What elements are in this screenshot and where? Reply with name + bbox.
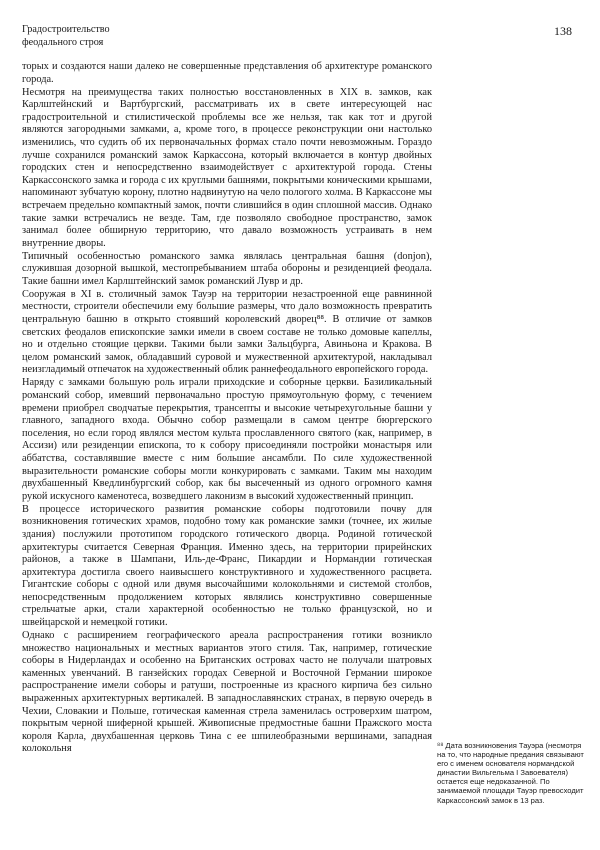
- paragraph: Несмотря на преимущества таких полностью восстановленных в XIX в. замков, как Карлштейнский и Вартбургский, рассматривать их в свете интересующей нас градостроительной и стилистической проблемы все же нельзя, так как тот и другой являются загородными замками, а, кроме того, в процессе реконструкции они настолько изменились, что судить об их первоначальных формах стало почти невозможным. Гораздо лучше сохранился романский замок Каркассона, который включается в контур двойных городских стен и непосредственно взаимодействует с архитектурой города. Стены Каркассонского замка и города с их круглыми башнями, покрытыми коническими крышами, напоминают зубчатую корону, плотно надвинутую на чело пологого холма. В Каркассоне мы встречаем предельно компактный замок, почти слившийся в один сплошной массив. Однако такие замки встречались не везде. Там, где позволяло свободное пространство, замок занимал более обширную территорию, что давало возможность устраивать в нем внутренние дворы.: [22, 86, 432, 249]
- header-title-line2: феодального строя: [22, 37, 104, 48]
- paragraph: В процессе исторического развития романские соборы подготовили почву для возникновения готических храмов, подобно тому как романские замки (точнее, их жилые здания) послужили прототипом городского готического дворца. Родиной готической архитектуры считается Северная Франция. Именно здесь, на территории прирейнских районов, а также в Шампани, Иль-де-Франс, Пикардии и Нормандии готическая архитектура достигла своего наивысшего конструктивного и художественного расцвета. Гигантские соборы с одной или двумя высочайшими колокольнями и системой столбов, непосредственным продолжением которых являлись конструктивно совершенные стрельчатые арки, стали характерной особенностью не только французской, но и швейцарской и немецкой готики.: [22, 503, 432, 629]
- page-number: 138: [554, 24, 572, 38]
- footnote-text: Дата возникновения Тауэра (несмотря на то, что народные предания связывают его с именем основателя нормандской династии Вильгельма I Завоевателя) остается еще недоказанной. По занимаемой площади Тауэр превосходит Каркассонский замок в 13 раз.: [437, 741, 584, 805]
- footnote-marker: ⁸⁸: [437, 741, 444, 750]
- header-title-line1: Градостроительство: [22, 24, 110, 35]
- paragraph: Наряду с замками большую роль играли приходские и соборные церкви. Базиликальный романский собор, имевший первоначально простую прямоугольную форму, с течением времени приобрел сводчатые перекрытия, трансепты и высокие четырехугольные башни у главного, западного входа. Обычно собор размещали в самом центре бюргерского поселения, но если город являлся местом культа прославленного святого (как, например, в Ассизи) или резиденции епископа, то к собору присоединяли постройки монастыря или аббатства, составлявшие вместе с ним большие ансамбли. По силе художественной выразительности романские соборы могли конкурировать с замками. Таким мы находим двухбашенный Кведлинбургский собор, как бы высеченный из одного огромного камня рукой искусного каменотеса, возведшего лаконизм в высокий художественный принцип.: [22, 377, 432, 502]
- main-text-column: [22, 61, 432, 756]
- paragraph: Сооружая в XI в. столичный замок Тауэр на территории незастроенной еще равнинной местности, строители обеспечили ему большие размеры, что дало возможность превратить центральную башню в открыто стоявший королевский дворец⁸⁸. В отличие от замков светских феодалов епископские замки имели в своем составе не только домовые капеллы, но и отдельно стоящие церкви. Такими были замки Зальцбурга, Авиньона и Кракова. В целом романский замок, обладавший суровой и мужественной архитектурой, накладывал неизгладимый отпечаток на художественный облик раннефеодального европейского города.: [22, 288, 432, 376]
- running-header: [22, 23, 110, 49]
- paragraph: торых и создаются наши далеко не совершенные представления об архитектуре романского города.: [22, 61, 432, 85]
- paragraph: Однако с расширением географического ареала распространения готики возникло множество национальных и местных вариантов этого стиля. Так, например, готические соборы в Нидерландах и особенно на Британских островах часто не получали шатровых каменных увенчаний. В ганзейских городах Северной и Восточной Германии широкое распространение имели соборы и ратуши, построенные из красного кирпича без сильно выраженных архитектурных вертикалей. В западнославянских странах, в первую очередь в Чехии, Словакии и Польше, готическая каменная стрела заменилась островерхим шатром, покрытым черной шиферной крышей. Живописные предмостные башни Пражского моста короля Карла, двухбашенная церковь Тина с ее шпилеобразными вершинами, западная колокольня: [22, 630, 432, 755]
- paragraph: Типичный особенностью романского замка являлась центральная башня (donjon), служившая дозорной вышкой, местопребыванием штаба обороны и резиденцией феодала. Такие башни имел Карлштейнский замок романский Лувр и др.: [22, 250, 432, 287]
- footnote: [437, 741, 587, 805]
